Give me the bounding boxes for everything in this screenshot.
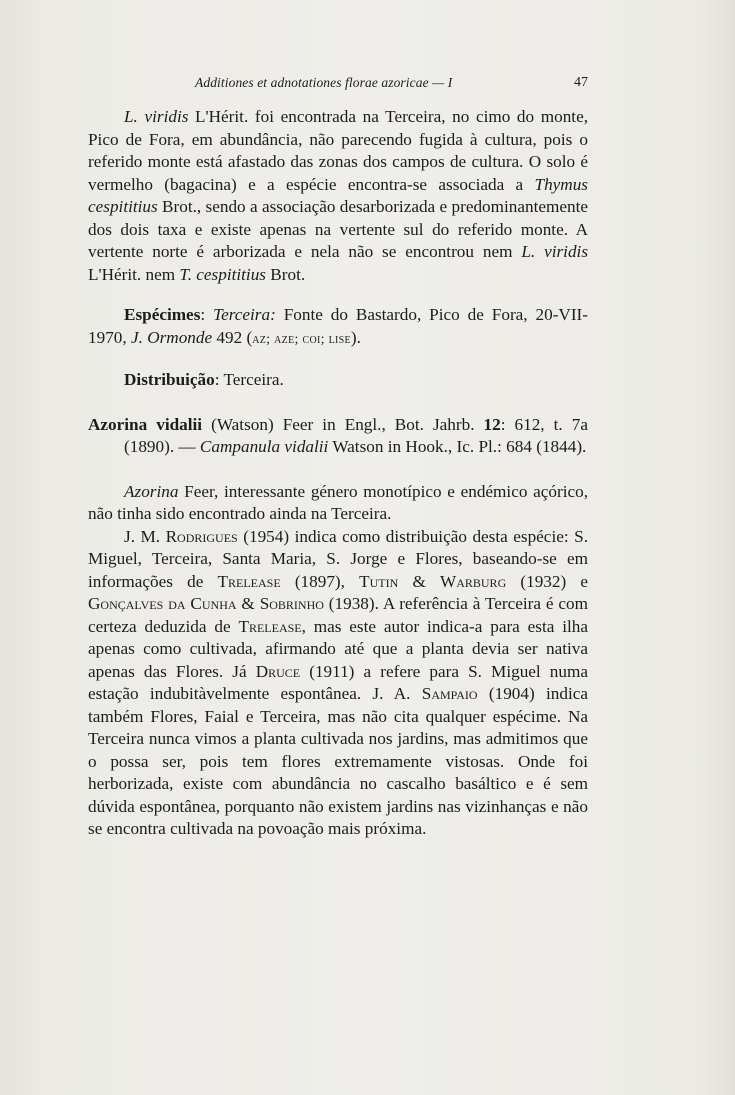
author-name: Tutin bbox=[359, 571, 399, 591]
spacer bbox=[88, 392, 588, 414]
spacer bbox=[88, 351, 588, 369]
taxon-heading: Azorina vidalii (Watson) Feer in Engl., Bot. Jahrb. 12: 612, t. 7a (1890). — Campanula vidalii Watson in Hook., Ic. Pl.: 684 (1844). bbox=[88, 414, 588, 456]
taxon-name: T. cespititius bbox=[179, 264, 266, 284]
taxon-name: L. viridis bbox=[124, 107, 189, 126]
author-name: Sampaio bbox=[421, 684, 478, 703]
author-name: Gonçalves da Cunha bbox=[88, 594, 237, 613]
distribution-label: Distribuição bbox=[124, 370, 215, 389]
spacer bbox=[88, 459, 588, 481]
collector-name: J. Ormonde bbox=[130, 327, 213, 347]
running-header bbox=[88, 75, 588, 97]
paragraph-lavandula-note: L. viridis L'Hérit. foi encontrada na Terceira, no cimo do monte, Pico de Fora, em abundância, não parecendo fugida à cultura, pois o referido monte está afastado das zonas dos campos de cultura. O solo é vermelho (bagacina) e a espécie encontra-se associada a Thymus cespititius Brot., sendo a associação desarborizada e predominantemente dos dois taxa e existe apenas na vertente sul do referido monte. A vertente norte é arborizada e nela não se encontrou nem L. viridis L'Hérit. nem T. cespititius Brot. bbox=[88, 107, 589, 284]
taxon-heading-name: Azorina vidalii bbox=[88, 414, 203, 434]
running-title: Additiones et adnotationes florae azoricae — I bbox=[195, 75, 453, 90]
page-number: 47 bbox=[574, 75, 588, 90]
author-name: Druce bbox=[255, 661, 301, 681]
author-name: Rodrigues bbox=[165, 526, 238, 546]
author-name: Trelease bbox=[238, 616, 302, 636]
taxon-name: Thymus cespititius bbox=[88, 174, 588, 216]
specimens-paragraph: Espécimes: Terceira: Fonte do Bastardo, Pico de Fora, 20-VII-1970, J. Ormonde 492 (az; aze; coi; lise). bbox=[88, 305, 589, 347]
author-name: Trelease bbox=[217, 571, 281, 591]
paragraph-distribution-discussion: J. M. Rodrigues (1954) indica como distribuição desta espécie: S. Miguel, Terceira, Santa Maria, S. Jorge e Flores, baseando-se em informações de Trelease (1897), Tutin & Warburg (1932) e Gonçalves da Cunha & Sobrinho (1938). A referência à Terceira é com certeza deduzida de Trelease, mas este autor indica-a para esta ilha apenas como cultivada, afirmando até que a planta devia ser nativa apenas das Flores. Já Druce (1911) a refere para S. Miguel numa estação indubitàvelmente espontânea. J. A. Sampaio (1904) indica também Flores, Faial e Terceira, mas não cita qualquer espécime. Na Terceira nunca vimos a planta cultivada nos jardins, mas admitimos que o possa ser, pois tem flores extremamente vistosas. Onde foi herborizada, existe com abundância no cascalho basáltico e é sem dúvida espontânea, porquanto não existem jardins nas vizinhanças e não se encontra cultivada na povoação mais próxima. bbox=[88, 526, 589, 838]
author-name: Warburg bbox=[440, 571, 507, 591]
author-name: Sobrinho bbox=[259, 594, 324, 613]
page-body bbox=[88, 106, 588, 841]
genus-name: Azorina bbox=[124, 481, 179, 501]
distribution-paragraph: Distribuição: Terceira. bbox=[124, 370, 284, 389]
paragraph-azorina-intro: Azorina Feer, interessante género monotípico e endémico açórico, não tinha sido encontrado ainda na Terceira. bbox=[88, 481, 588, 523]
taxon-name: L. viridis bbox=[521, 242, 589, 261]
spacer bbox=[88, 286, 588, 304]
specimens-label: Espécimes bbox=[124, 305, 201, 324]
herbaria-codes: az; aze; coi; lise bbox=[252, 331, 351, 347]
basionym: Campanula vidalii bbox=[199, 437, 329, 456]
